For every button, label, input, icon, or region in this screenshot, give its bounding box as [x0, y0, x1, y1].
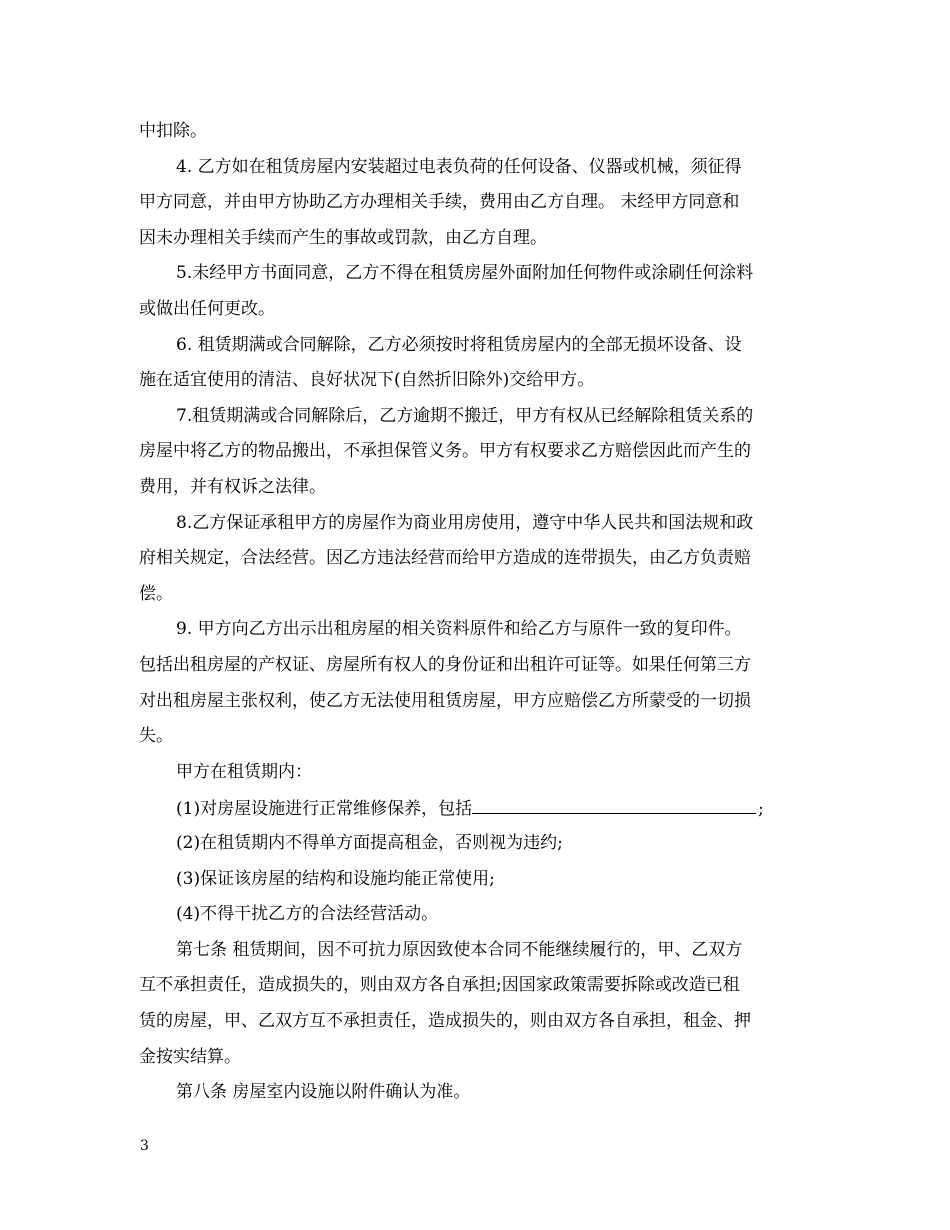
- blank-suffix: ;: [758, 799, 764, 819]
- text-line: 施在适宜使用的清洁、良好状况下(自然折旧除外)交给甲方。: [139, 370, 595, 390]
- text-line: 中扣除。: [139, 121, 207, 141]
- text-line: 或做出任何更改。: [139, 299, 275, 319]
- text-line: 府相关规定，合法经营。因乙方违法经营而给甲方造成的连带损失，由乙方负责赔: [139, 548, 751, 568]
- text-line: 费用，并有权诉之法律。: [139, 477, 326, 497]
- text-line: 9. 甲方向乙方出示出租房屋的相关资料原件和给乙方与原件一致的复印件。: [176, 619, 742, 639]
- text-line: 7.租赁期满或合同解除后，乙方逾期不搬迁，甲方有权从已经解除租赁关系的: [176, 406, 754, 426]
- text-line: 对出租房屋主张权利，使乙方无法使用租赁房屋，甲方应赔偿乙方所蒙受的一切损: [139, 691, 751, 711]
- text-line: 4. 乙方如在租赁房屋内安装超过电表负荷的任何设备、仪器或机械，须征得: [176, 157, 742, 177]
- text-line: 失。: [139, 726, 173, 746]
- text-line: (4)不得干扰乙方的合法经营活动。: [176, 904, 439, 924]
- text-line: 甲方在租赁期内：: [176, 762, 312, 782]
- text-line: 因未办理相关手续而产生的事故或罚款，由乙方自理。: [139, 228, 547, 248]
- text-line: 金按实结算。: [139, 1047, 241, 1067]
- text-line: 房屋中将乙方的物品搬出，不承担保管义务。甲方有权要求乙方赔偿因此而产生的: [139, 441, 751, 461]
- page-number: 3: [140, 1138, 149, 1154]
- fill-in-blank: [472, 797, 756, 814]
- text-line: 包括出租房屋的产权证、房屋所有权人的身份证和出租许可证等。如果任何第三方: [139, 655, 751, 675]
- text-line-with-blank: [176, 797, 764, 819]
- text-line: 甲方同意，并由甲方协助乙方办理相关手续，费用由乙方自理。 未经甲方同意和: [139, 192, 740, 212]
- text-line: 5.未经甲方书面同意，乙方不得在租赁房屋外面附加任何物件或涂刷任何涂料: [176, 263, 754, 283]
- text-line: 赁的房屋，甲、乙双方互不承担责任，造成损失的，则由双方各自承担，租金、押: [139, 1011, 751, 1031]
- text-line: (3)保证该房屋的结构和设施均能正常使用;: [176, 869, 495, 889]
- text-line: 第七条 租赁期间，因不可抗力原因致使本合同不能继续履行的，甲、乙双方: [176, 940, 743, 960]
- text-line: 6. 租赁期满或合同解除，乙方必须按时将租赁房屋内的全部无损坏设备、设: [176, 335, 742, 355]
- text-line: 第八条 房屋室内设施以附件确认为准。: [176, 1082, 471, 1102]
- list-item-text: (1)对房屋设施进行正常维修保养，包括: [176, 799, 473, 819]
- text-line: 偿。: [139, 584, 173, 604]
- text-line: 互不承担责任，造成损失的，则由双方各自承担;因国家政策需要拆除或改造已租: [139, 975, 740, 995]
- text-line: 8.乙方保证承租甲方的房屋作为商业用房使用，遵守中华人民共和国法规和政: [176, 513, 754, 533]
- text-line: (2)在租赁期内不得单方面提高租金，否则视为违约;: [176, 833, 563, 853]
